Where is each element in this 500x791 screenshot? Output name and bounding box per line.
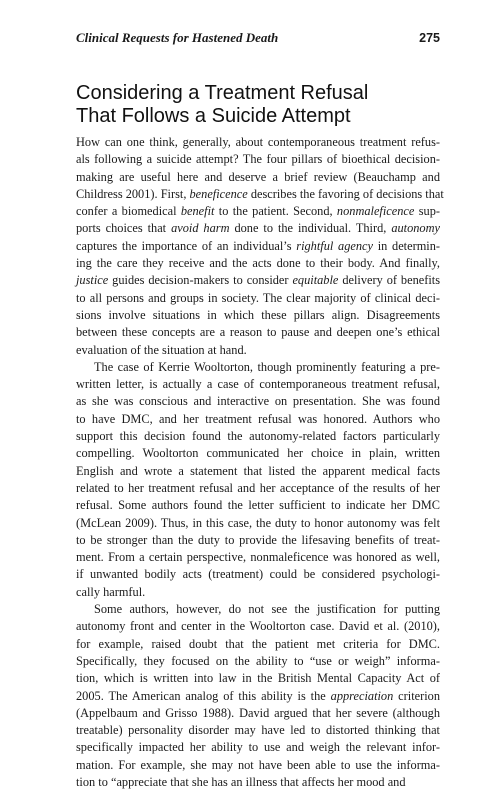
italic-term: equitable [292, 273, 339, 288]
text-line [76, 186, 444, 203]
text-line [76, 220, 440, 237]
text-run: als following a suicide attempt? The four pillars of bioethical decision- [76, 152, 440, 167]
text-line [76, 757, 440, 774]
section-title-line: That Follows a Suicide Attempt [76, 104, 351, 127]
body-text [76, 134, 444, 791]
text-line [76, 688, 440, 705]
text-line [76, 705, 440, 722]
text-line [76, 774, 440, 791]
text-run: as she was conscious and interactive on presentation. She was found [76, 394, 440, 409]
text-line [76, 255, 440, 272]
text-run: sions involve situations in which these pillars align. Disagreements [76, 307, 440, 322]
text-line [76, 134, 440, 151]
text-line [76, 445, 440, 462]
paragraph [76, 134, 444, 359]
text-line [76, 238, 440, 255]
book-page [76, 30, 444, 791]
text-run: ing the care they receive and the acts done to their body. And finally, [76, 256, 440, 271]
text-line [76, 618, 440, 635]
text-run: Some authors, however, do not see the justification for putting [94, 602, 440, 617]
text-run: tion to “appreciate that she has an illness that affects her mood and [76, 774, 406, 789]
text-line [76, 324, 440, 341]
text-run: related to her treatment refusal and her acceptance of the results of her [76, 480, 440, 495]
text-line [76, 601, 440, 618]
text-line [76, 653, 440, 670]
text-run: Specifically, they focused on the ability to “use or weigh” informa- [76, 653, 440, 668]
text-run: guides decision-makers to consider [108, 273, 293, 288]
text-run: to all persons and groups in society. The clear majority of clinical deci- [76, 290, 440, 305]
text-run: 2005. The American analog of this ability is the [76, 688, 331, 703]
text-run: if unwanted bodily acts (treatment) could be considered psychologi- [76, 567, 440, 582]
text-run: delivery of benefits [338, 273, 440, 288]
text-run: to be stronger than the duty to provide the lifesaving benefits of treat- [76, 532, 440, 547]
text-line [76, 151, 440, 168]
text-run: written letter, is actually a case of contemporaneous treatment refusal, [76, 377, 440, 392]
text-line [76, 411, 440, 428]
text-line [76, 722, 440, 739]
text-run: to the patient. Second, [214, 204, 337, 219]
text-run: for example, raised doubt that the patient met criteria for DMC. [76, 636, 440, 651]
italic-term: rightful agency [296, 238, 373, 253]
text-run: cally harmful. [76, 584, 146, 599]
text-run: in determin- [372, 238, 441, 253]
paragraph [76, 601, 440, 791]
text-line [76, 532, 440, 549]
italic-term: nonmaleficence [336, 204, 415, 219]
text-run: refusal. Some authors found the letter sufficient to indicate her DMC [76, 498, 440, 513]
text-line [76, 307, 440, 324]
text-line [76, 203, 440, 220]
text-run: support this decision found the autonomy-related factors particularly [76, 429, 440, 444]
text-line [76, 376, 440, 393]
text-line [76, 566, 440, 583]
text-run: done to the individual. Third, [229, 221, 392, 236]
text-run: (Appelbaum and Grisso 1988). David argued that her severe (although [76, 705, 440, 720]
text-run: English and wrote a statement that listed the apparent medical facts [76, 463, 440, 478]
text-line [76, 515, 440, 532]
text-run: How can one think, generally, about contemporaneous treatment refus- [76, 135, 440, 149]
running-title: Clinical Requests for Hastened Death [76, 30, 279, 45]
text-line [76, 393, 440, 410]
text-run: criterion [393, 688, 440, 703]
text-run: between these concepts are a reason to pause and deepen one’s ethical [76, 325, 440, 340]
italic-term: appreciation [330, 688, 394, 703]
text-run: making are useful here and deserve a brief review (Beauchamp and [76, 169, 440, 184]
text-run: ment. From a certain perspective, nonmaleficence was honored as well, [76, 550, 440, 565]
text-line [76, 584, 440, 601]
text-run: mation. For example, she may not have been able to use the informa- [76, 757, 440, 772]
text-run: ports choices that [76, 221, 172, 236]
text-run: (McLean 2009). Thus, in this case, the duty to honor autonomy was felt [76, 515, 440, 530]
text-line [76, 497, 440, 514]
italic-term: autonomy [391, 221, 440, 236]
text-line [76, 739, 440, 756]
italic-term: benefit [180, 204, 215, 219]
text-run: captures the importance of an individual’s [76, 238, 297, 253]
italic-term: beneficence [189, 186, 248, 201]
text-line [76, 359, 440, 376]
text-line [76, 463, 440, 480]
text-line [76, 636, 440, 653]
paragraph [76, 359, 440, 601]
text-line [76, 428, 440, 445]
page-number: 275 [419, 31, 440, 45]
text-run: Childress 2001). First, [76, 186, 190, 201]
section-title [76, 82, 440, 127]
text-line [76, 670, 440, 687]
text-run: compelling. Wooltorton communicated her choice in plain, written [76, 446, 440, 461]
text-run: describes the favoring of decisions that [247, 186, 444, 201]
text-line [76, 272, 440, 289]
text-run: evaluation of the situation at hand. [76, 342, 247, 357]
text-line [76, 342, 440, 359]
text-run: to have DMC, and her treatment refusal was honored. Authors who [76, 411, 440, 426]
text-run: autonomy front and center in the Wooltorton case. David et al. (2010), [76, 619, 440, 634]
text-run: confer a biomedical [76, 204, 181, 219]
text-run: treatable) personality disorder may have led to distorted thinking that [76, 723, 440, 738]
text-line [76, 169, 440, 186]
text-run: sup- [414, 204, 440, 219]
running-header [76, 30, 440, 54]
text-line [76, 480, 440, 497]
text-line [76, 549, 440, 566]
text-run: The case of Kerrie Wooltorton, though prominently featuring a pre- [94, 359, 440, 374]
italic-term: avoid harm [171, 221, 230, 236]
text-run: tion, which is written into law in the British Mental Capacity Act of [76, 671, 440, 686]
text-run: specifically impacted her ability to use and weigh the relevant infor- [76, 740, 440, 755]
text-line [76, 290, 440, 307]
italic-term: justice [76, 273, 109, 288]
section-title-line: Considering a Treatment Refusal [76, 82, 369, 104]
